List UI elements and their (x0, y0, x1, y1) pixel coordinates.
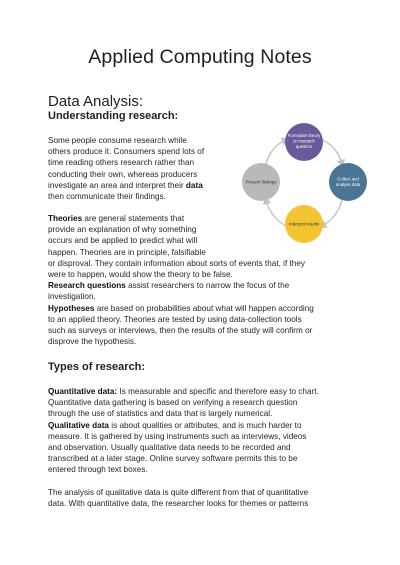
theories-line: occurs and be applied to predict what will (48, 236, 198, 246)
qualitative-line: is about qualities or attributes, and is much harder to (108, 420, 302, 430)
intro-paragraph (48, 135, 204, 202)
hypotheses-line: to an applied theory. Theories are tested by using data-collection tools (48, 314, 302, 324)
qualitative-line: measure. It is gathered by using instruments such as interviews, videos (48, 431, 307, 441)
intro-line: then communicate their findings. (48, 192, 166, 202)
research-cycle-diagram (242, 122, 372, 250)
understanding-research-heading: Understanding research: (48, 110, 179, 122)
intro-line: investigate an area and interpret their (48, 180, 186, 190)
research-questions-line: assist researchers to narrow the focus of the (125, 281, 290, 291)
analysis-paragraph (48, 487, 308, 509)
research-cycle-svg (242, 122, 372, 250)
hypotheses-line: are based on probabilities about what will happen according (94, 303, 314, 313)
cycle-node-formulate-label: or research (293, 138, 315, 144)
intro-line: others produce it. Consumers spend lots of (48, 147, 205, 157)
types-paragraph (48, 386, 319, 476)
research-questions-line: investigation. (48, 292, 96, 302)
cycle-arrow (266, 200, 286, 226)
cycle-node-collect-label: Collect and (337, 176, 359, 182)
cycle-node-collect-label: analyse data (335, 182, 361, 187)
theories-line: are general statements that (82, 214, 185, 223)
page-title: Applied Computing Notes (88, 46, 312, 68)
theories-term: Theories (48, 214, 83, 223)
section-title: Data Analysis: (48, 93, 144, 110)
cycle-node-present-label: Present findings (245, 179, 277, 185)
qualitative-line: transcribed at a later stage. Online survey software permits this to be (48, 454, 298, 464)
theories-line: happen. Theories are in principle, falsifiable (48, 247, 206, 257)
quantitative-term: Quantitative data: (48, 387, 118, 396)
qualitative-term: Qualitative data (48, 420, 109, 430)
cycle-arrow (266, 140, 286, 164)
theories-line: provide an explanation of why something (48, 225, 197, 235)
cycle-node-interpret-label: Interpret results (289, 221, 319, 227)
intro-line: conducting their own, whereas producers (48, 169, 198, 179)
theories-line: were to happen, would show the theory to be false. (48, 270, 233, 280)
hypotheses-line: disprove the hypothesis. (48, 337, 137, 347)
intro-line: time reading others research rather than (48, 158, 195, 168)
analysis-line: data. With quantitative data, the researcher looks for themes or patterns (48, 499, 309, 509)
cycle-node-formulate-label: Formulate theory (287, 133, 321, 138)
qualitative-line: and observation. Usually qualitative data needs to be recorded and (48, 443, 291, 453)
qualitative-line: entered through text boxes. (48, 465, 148, 475)
types-of-research-heading: Types of research: (48, 361, 146, 373)
cycle-arrow (322, 140, 342, 164)
quantitative-line: Quantitative data gathering is based on verifying a research question (48, 398, 298, 408)
cycle-arrow (322, 200, 342, 226)
quantitative-line: through the use of statistics and data that is largely numerical. (48, 409, 273, 419)
theories-line: or disproval. They contain information about sorts of events that, if they (48, 258, 305, 268)
intro-line: Some people consume research while (48, 136, 187, 145)
hypotheses-line: such as surveys or interviews, then the results of the study will confirm or (48, 326, 313, 336)
analysis-line: The analysis of qualitative data is quite different from that of quantitative (48, 488, 309, 497)
hypotheses-term: Hypotheses (48, 303, 95, 313)
data-term: data (185, 180, 203, 190)
research-questions-term: Research questions (48, 281, 126, 291)
cycle-node-formulate-label: question (295, 144, 313, 149)
quantitative-line: Is measurable and specific and therefore easy to chart. (117, 387, 319, 396)
